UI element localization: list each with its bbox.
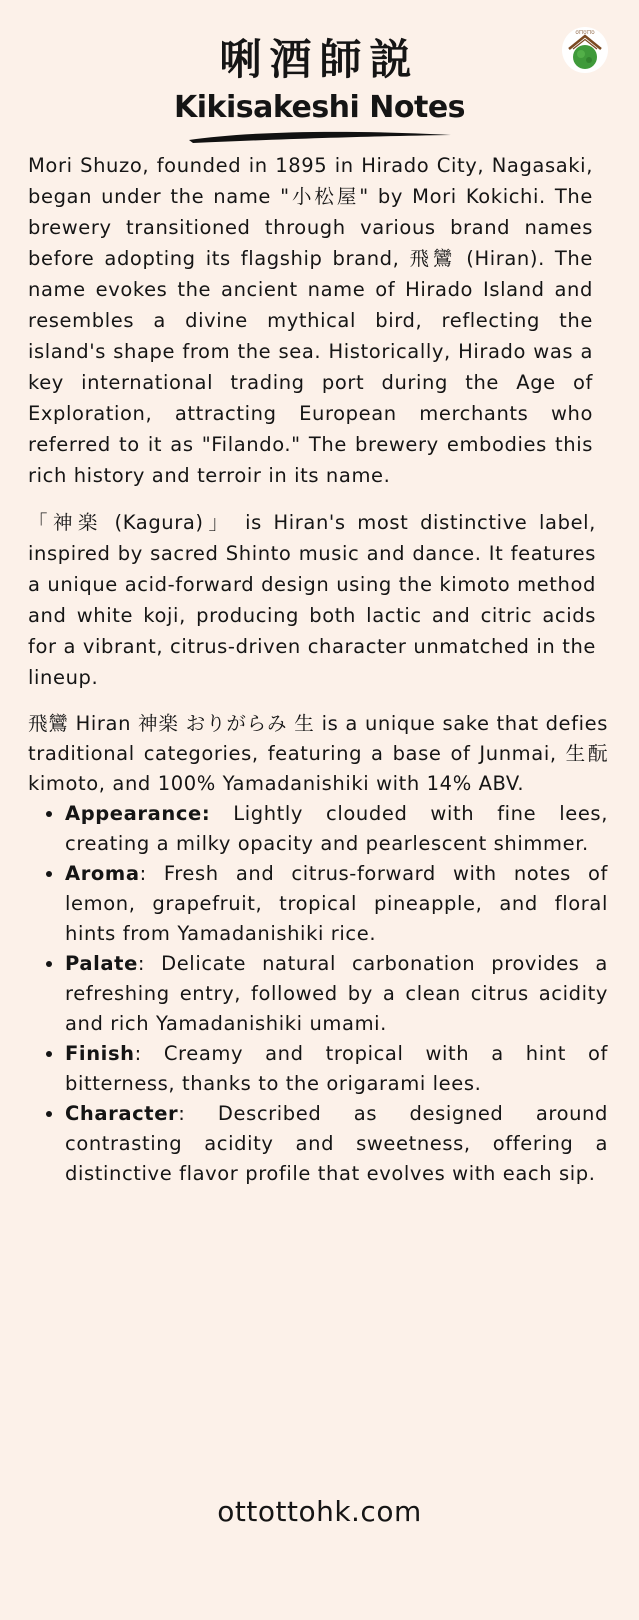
page-header	[0, 0, 639, 146]
note-text: Lightly clouded with fine lees, creating a milky opacity and pearlescent shimmer.	[65, 802, 608, 855]
tasting-note-finish	[65, 1039, 608, 1099]
main-content	[28, 150, 608, 1189]
tasting-note-appearance	[65, 799, 608, 859]
brand-logo	[561, 26, 609, 74]
tasting-note-aroma	[65, 859, 608, 949]
note-label: Appearance:	[65, 802, 211, 825]
sake-intro-paragraph: 飛鸞 Hiran 神楽 おりがらみ 生 is a unique sake that defies traditional categories, featuring a base of Junmai, 生酛 kimoto, and 100% Yamadanishiki with 14% ABV.	[28, 712, 608, 795]
note-text: : Creamy and tropical with a hint of bitterness, thanks to the origarami lees.	[65, 1042, 608, 1095]
roof-and-green-circle-logo-icon	[561, 26, 609, 74]
page-title-english: Kikisakeshi Notes	[173, 90, 466, 125]
note-label: Aroma	[65, 862, 140, 885]
note-text: : Fresh and citrus-forward with notes of lemon, grapefruit, tropical pineapple, and floral hints from Yamadanishiki rice.	[65, 862, 608, 945]
note-label: Character	[65, 1102, 179, 1125]
brush-underline-icon	[185, 128, 455, 146]
website-footer[interactable]: ottottohk.com	[217, 1495, 422, 1528]
note-text: : Described as designed around contrasting acidity and sweetness, offering a distinctive flavor profile that evolves with each sip.	[65, 1102, 608, 1185]
note-label: Palate	[65, 952, 138, 975]
tasting-note-character	[65, 1099, 608, 1189]
note-label: Finish	[65, 1042, 135, 1065]
tasting-notes-list	[28, 799, 608, 1189]
logo-text: OTTOTTO	[575, 30, 595, 35]
page-title-japanese: 唎酒師説	[219, 35, 420, 84]
note-text: : Delicate natural carbonation provides a refreshing entry, followed by a clean citrus acidity and rich Yamadanishiki umami.	[65, 952, 608, 1035]
tasting-note-palate	[65, 949, 608, 1039]
brewery-history-paragraph: Mori Shuzo, founded in 1895 in Hirado City, Nagasaki, began under the name "小松屋" by Mori Kokichi. The brewery transitioned through various brand names before adopting its flagship brand, 飛鸞 (Hiran). The name evokes the ancient name of Hirado Island and resembles a divine mythical bird, reflecting the island's shape from the sea. Historically, Hirado was a key international trading port during the Age of Exploration, attracting European merchants who referred to it as "Filando." The brewery embodies this rich history and terroir in its name.	[28, 154, 593, 487]
kagura-label-paragraph: 「神楽 (Kagura)」 is Hiran's most distinctive label, inspired by sacred Shinto music and dance. It features a unique acid-forward design using the kimoto method and white koji, producing both lactic and citric acids for a vibrant, citrus-driven character unmatched in the lineup.	[28, 511, 596, 689]
